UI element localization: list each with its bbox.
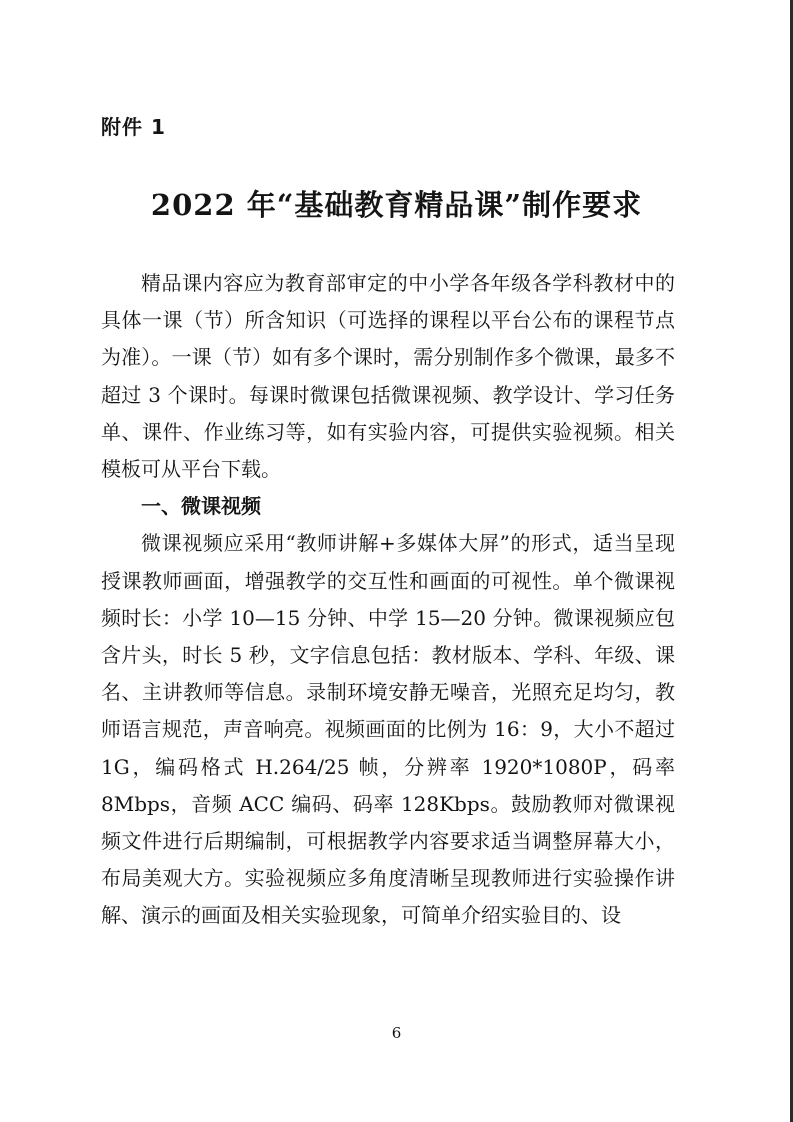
- document-body: [101, 265, 675, 935]
- section-heading-micro-video: 一、微课视频: [141, 494, 261, 519]
- micro-video-paragraph: 微课视频应采用“教师讲解+多媒体大屏”的形式，适当呈现授课教师画面，增强教学的交互性和画面的可视性。单个微课视频时长：小学 10—15 分钟、中学 15—20 分钟。微课视频应包含片头，时长 5 秒，文字信息包括：教材版本、学科、年级、课名、主讲教师等信息。录制环境安静无噪音，光照充足均匀，教师语言规范，声音响亮。视频画面的比例为 16：9，大小不超过 1G，编码格式 H.264/25 帧，分辨率 1920*1080P，码率 8Mbps，音频 ACC 编码、码率 128Kbps。鼓励教师对微课视频文件进行后期编制，可根据教学内容要求适当调整屏幕大小，布局美观大方。实验视频应多角度清晰呈现教师进行实验操作讲解、演示的画面及相关实验现象，可简单介绍实验目的、设: [101, 531, 675, 928]
- document-title: 2022 年“基础教育精品课”制作要求: [150, 188, 643, 222]
- attachment-label: 附件 1: [101, 115, 166, 139]
- page-number: 6: [391, 1024, 402, 1042]
- intro-paragraph: 精品课内容应为教育部审定的中小学各年级各学科教材中的具体一课（节）所含知识（可选择的课程以平台公布的课程节点为准）。一课（节）如有多个课时，需分别制作多个微课，最多不超过 3 个课时。每课时微课包括微课视频、教学设计、学习任务单、课件、作业练习等，如有实验内容，可提供实验视频。相关模板可从平台下载。: [101, 271, 675, 482]
